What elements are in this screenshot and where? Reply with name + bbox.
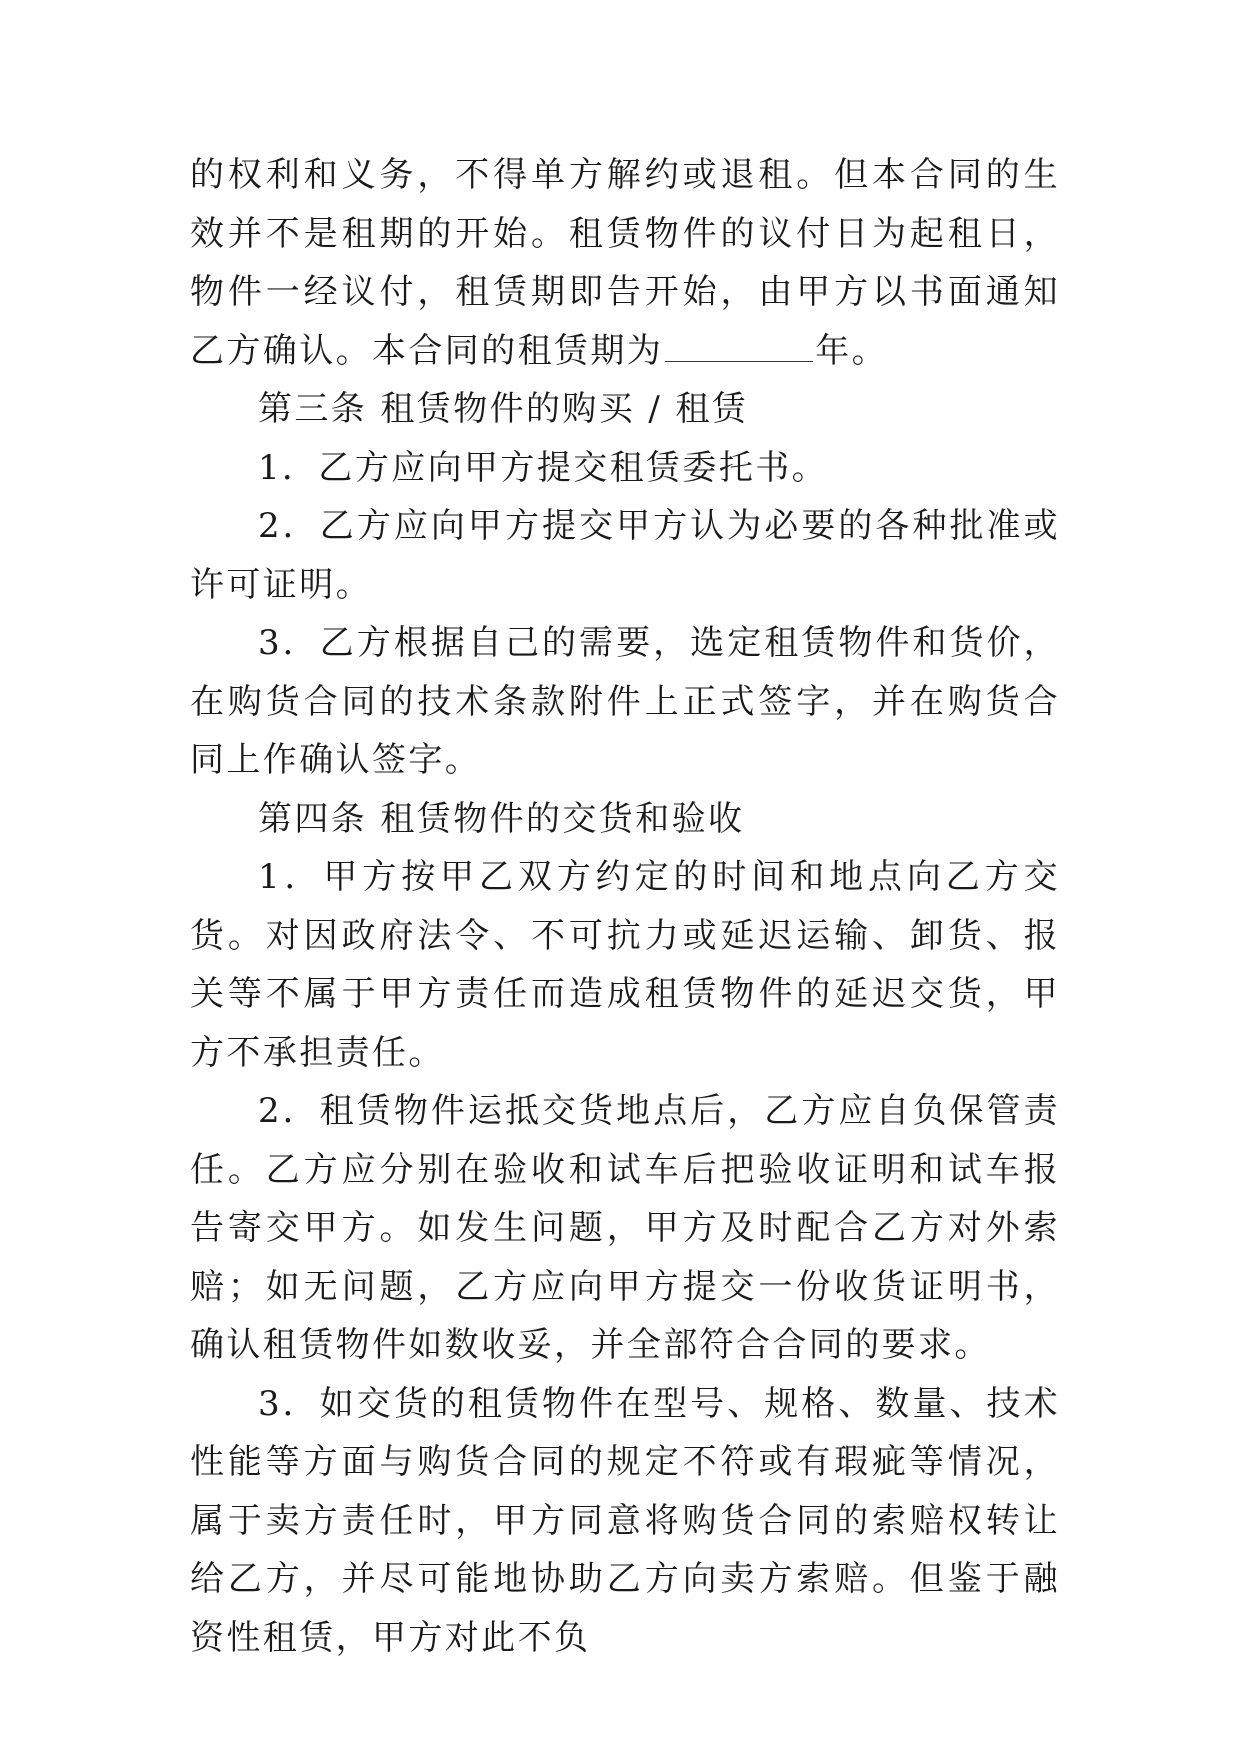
article-4-heading: 第四条 租赁物件的交货和验收 bbox=[258, 798, 745, 839]
article-3-item-2: 2．乙方应向甲方提交甲方认为必要的各种批准或许可证明。 bbox=[190, 506, 1060, 605]
lease-term-paragraph bbox=[190, 146, 1060, 380]
article-4-item-2: 2．租赁物件运抵交货地点后，乙方应自负保管责任。乙方应分别在验收和试车后把验收证明和试车报告寄交甲方。如发生问题，甲方及时配合乙方对外索赔；如无问题，乙方应向甲方提交一份收货证明书，确认租赁物件如数收妥，并全部符合合同的要求。 bbox=[190, 1091, 1060, 1365]
contract-body bbox=[190, 146, 1060, 1667]
lease-term-blank bbox=[665, 331, 813, 362]
article-4-item-1: 1．甲方按甲乙双方约定的时间和地点向乙方交货。对因政府法令、不可抗力或延迟运输、卸货、报关等不属于甲方责任而造成租赁物件的延迟交货，甲方不承担责任。 bbox=[190, 857, 1060, 1073]
article-3-heading: 第三条 租赁物件的购买 / 租赁 bbox=[258, 389, 749, 429]
lease-term-text: 的权利和义务，不得单方解约或退租。但本合同的生效并不是租期的开始。租赁物件的议付日为起租日，物件一经议付，租赁期即告开始，由甲方以书面通知乙方确认。本合同的租赁期为 bbox=[190, 155, 1060, 371]
article-3-item-3: 3．乙方根据自己的需要，选定租赁物件和货价，在购货合同的技术条款附件上正式签字，并在购货合同上作确认签字。 bbox=[190, 623, 1060, 780]
article-4-item-3: 3．如交货的租赁物件在型号、规格、数量、技术性能等方面与购货合同的规定不符或有瑕疵等情况，属于卖方责任时，甲方同意将购货合同的索赔权转让给乙方，并尽可能地协助乙方向卖方索赔。但鉴于融资性租赁，甲方对此不负 bbox=[190, 1383, 1060, 1658]
lease-term-unit: 年。 bbox=[815, 330, 889, 371]
article-3-item-1: 1．乙方应向甲方提交租赁委托书。 bbox=[258, 447, 829, 488]
